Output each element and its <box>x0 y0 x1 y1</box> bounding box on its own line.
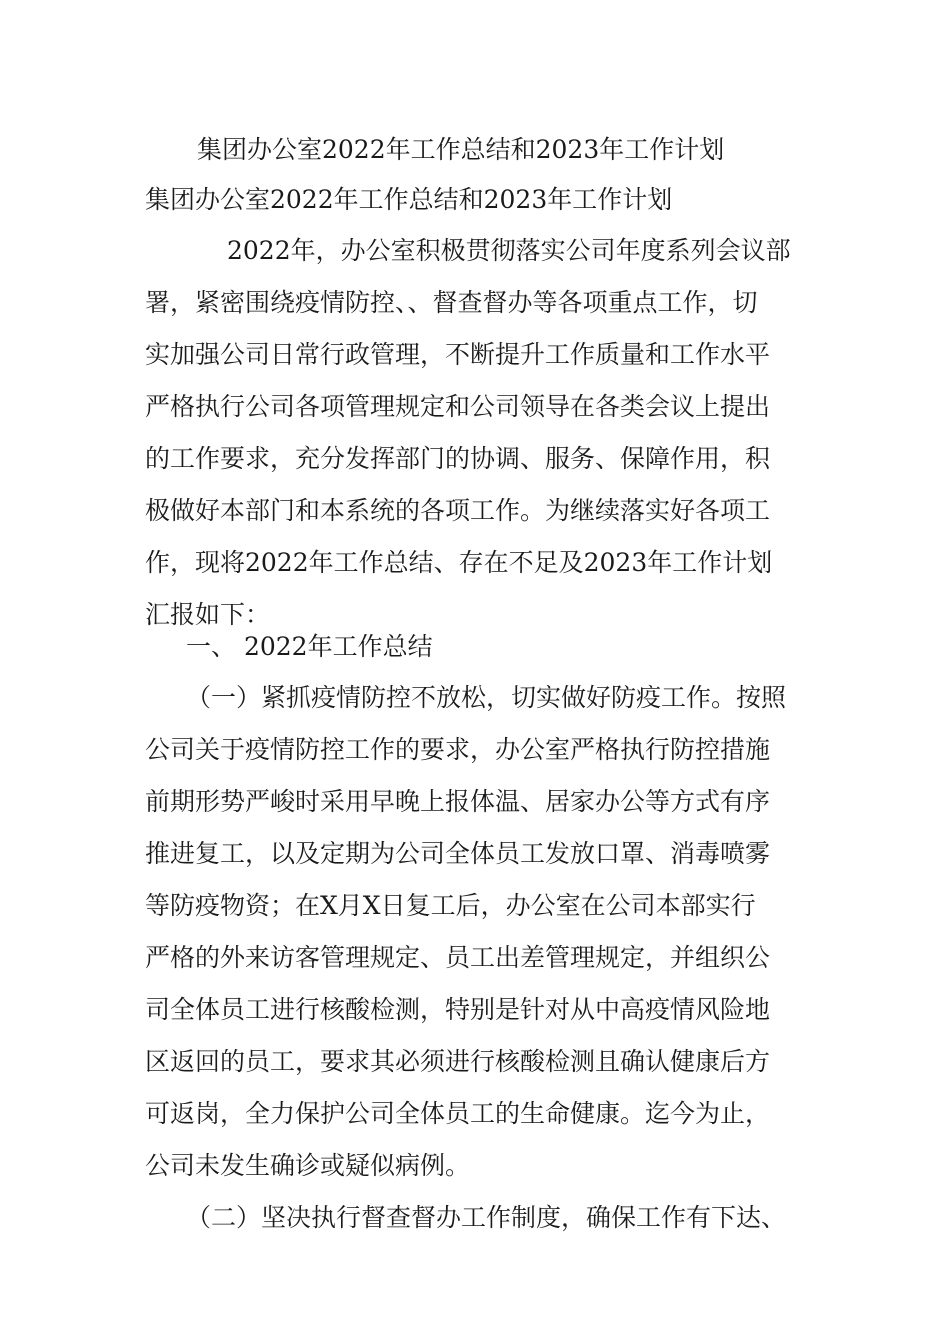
intro-line: 作，现将2022年工作总结、存在不足及2023年工作计划 <box>145 548 773 577</box>
item1-line: 司全体员工进行核酸检测，特别是针对从中高疫情风险地 <box>145 995 771 1024</box>
document-title: 集团办公室2022年工作总结和2023年工作计划 <box>197 135 725 164</box>
item1-line: （一）紧抓疫情防控不放松，切实做好防疫工作。按照 <box>186 683 787 712</box>
item1-line: 可返岗，全力保护公司全体员工的生命健康。迄今为止， <box>145 1099 771 1128</box>
intro-line: 汇报如下： <box>145 600 271 629</box>
intro-line: 的工作要求，充分发挥部门的协调、服务、保障作用，积 <box>145 444 771 473</box>
item1-line: 公司关于疫情防控工作的要求，办公室严格执行防控措施 <box>145 735 771 764</box>
intro-line: 严格执行公司各项管理规定和公司领导在各类会议上提出 <box>145 392 771 421</box>
intro-line: 署，紧密围绕疫情防控、、督查督办等各项重点工作，切 <box>145 288 758 317</box>
item1-line: 等防疫物资；在X月X日复工后，办公室在公司本部实行 <box>145 891 756 920</box>
item1-line: 严格的外来访客管理规定、员工出差管理规定，并组织公 <box>145 943 771 972</box>
intro-line: 实加强公司日常行政管理，不断提升工作质量和工作水平 <box>145 340 771 369</box>
item1-line: 公司未发生确诊或疑似病例。 <box>145 1151 471 1180</box>
intro-line: 极做好本部门和本系统的各项工作。为继续落实好各项工 <box>145 496 771 525</box>
item1-line: 前期形势严峻时采用早晚上报体温、居家办公等方式有序 <box>145 787 771 816</box>
item2-line: （二）坚决执行督查督办工作制度，确保工作有下达、 <box>186 1203 787 1232</box>
section-heading: 一、 2022年工作总结 <box>186 632 433 661</box>
item1-line: 区返回的员工，要求其必须进行核酸检测且确认健康后方 <box>145 1047 771 1076</box>
document-subtitle: 集团办公室2022年工作总结和2023年工作计划 <box>145 185 673 214</box>
intro-line: 2022年，办公室积极贯彻落实公司年度系列会议部 <box>227 236 791 265</box>
item1-line: 推进复工，以及定期为公司全体员工发放口罩、消毒喷雾 <box>145 839 771 868</box>
